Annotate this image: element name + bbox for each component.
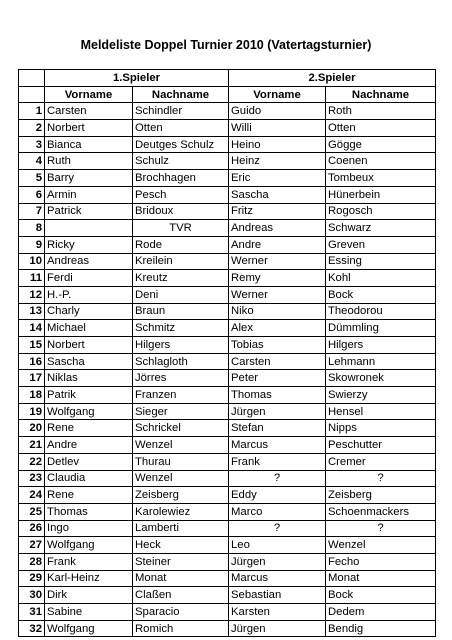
number-header-cell <box>19 86 45 103</box>
player1-nachname: Karolewiez <box>133 503 229 520</box>
player2-vorname: Heinz <box>229 153 326 170</box>
player1-nachname: Sieger <box>133 403 229 420</box>
player2-vorname: Andreas <box>229 220 326 237</box>
player2-vorname: Tobias <box>229 337 326 354</box>
row-number: 20 <box>19 420 45 437</box>
row-number: 26 <box>19 520 45 537</box>
player1-nachname: Thurau <box>133 453 229 470</box>
col-header-nachname-2: Nachname <box>326 86 436 103</box>
table-row <box>19 604 436 621</box>
player1-nachname: Romich <box>133 620 229 637</box>
row-number: 24 <box>19 487 45 504</box>
player1-nachname: Deni <box>133 286 229 303</box>
table-row <box>19 437 436 454</box>
player2-vorname: Guido <box>229 103 326 120</box>
player2-nachname: Fecho <box>326 553 436 570</box>
player1-vorname: Barry <box>45 170 133 187</box>
player1-nachname: Schmitz <box>133 320 229 337</box>
player1-nachname: Braun <box>133 303 229 320</box>
player1-vorname: Claudia <box>45 470 133 487</box>
player1-nachname: Franzen <box>133 387 229 404</box>
player1-nachname: Rode <box>133 236 229 253</box>
row-number: 19 <box>19 403 45 420</box>
player1-nachname: Otten <box>133 120 229 137</box>
table-row <box>19 520 436 537</box>
player2-vorname: Fritz <box>229 203 326 220</box>
group-header-player1: 1.Spieler <box>45 70 229 87</box>
row-number: 22 <box>19 453 45 470</box>
player2-vorname: Sebastian <box>229 587 326 604</box>
player1-vorname: H.-P. <box>45 286 133 303</box>
player1-vorname: Rene <box>45 420 133 437</box>
player1-vorname: Norbert <box>45 120 133 137</box>
table-row <box>19 487 436 504</box>
table-row <box>19 470 436 487</box>
player1-vorname: Wolfgang <box>45 403 133 420</box>
player1-vorname: Niklas <box>45 370 133 387</box>
player2-nachname: Bendig <box>326 620 436 637</box>
table-row <box>19 236 436 253</box>
player2-nachname: Nipps <box>326 420 436 437</box>
player1-nachname: Schlagloth <box>133 353 229 370</box>
player2-nachname: Hensel <box>326 403 436 420</box>
row-number: 10 <box>19 253 45 270</box>
col-header-nachname-1: Nachname <box>133 86 229 103</box>
player2-vorname: Marco <box>229 503 326 520</box>
row-number: 11 <box>19 270 45 287</box>
player2-nachname: Otten <box>326 120 436 137</box>
table-row <box>19 387 436 404</box>
player1-nachname: Jörres <box>133 370 229 387</box>
row-number: 28 <box>19 553 45 570</box>
table-row <box>19 270 436 287</box>
table-row <box>19 286 436 303</box>
player1-nachname: Heck <box>133 537 229 554</box>
player1-vorname: Wolfgang <box>45 537 133 554</box>
table-row <box>19 153 436 170</box>
player1-vorname: Norbert <box>45 337 133 354</box>
table-row <box>19 420 436 437</box>
table-row <box>19 553 436 570</box>
table-row <box>19 203 436 220</box>
table-row <box>19 220 436 237</box>
player2-nachname: Zeisberg <box>326 487 436 504</box>
row-number: 3 <box>19 136 45 153</box>
player1-nachname: Lamberti <box>133 520 229 537</box>
player1-vorname: Andreas <box>45 253 133 270</box>
player1-vorname: Andre <box>45 437 133 454</box>
player2-vorname: Heino <box>229 136 326 153</box>
row-number: 4 <box>19 153 45 170</box>
player2-nachname: Wenzel <box>326 537 436 554</box>
player1-nachname: Monat <box>133 570 229 587</box>
group-header-row <box>19 70 436 87</box>
player2-nachname: Roth <box>326 103 436 120</box>
row-number: 1 <box>19 103 45 120</box>
player2-vorname: Jürgen <box>229 620 326 637</box>
player1-vorname: Wolfgang <box>45 620 133 637</box>
player1-vorname: Ingo <box>45 520 133 537</box>
player2-nachname: ? <box>326 470 436 487</box>
player1-nachname: Kreutz <box>133 270 229 287</box>
player1-nachname: Zeisberg <box>133 487 229 504</box>
table-row <box>19 337 436 354</box>
row-number: 12 <box>19 286 45 303</box>
column-header-row <box>19 86 436 103</box>
player1-vorname: Detlev <box>45 453 133 470</box>
table-row <box>19 303 436 320</box>
player2-vorname: Marcus <box>229 437 326 454</box>
player2-vorname: Jürgen <box>229 553 326 570</box>
player2-vorname: Karsten <box>229 604 326 621</box>
player1-vorname: Thomas <box>45 503 133 520</box>
row-number: 32 <box>19 620 45 637</box>
col-header-vorname-1: Vorname <box>45 86 133 103</box>
row-number: 31 <box>19 604 45 621</box>
player1-vorname: Charly <box>45 303 133 320</box>
player2-nachname: Dedem <box>326 604 436 621</box>
player1-vorname: Ferdi <box>45 270 133 287</box>
row-number: 13 <box>19 303 45 320</box>
player1-nachname: Kreilein <box>133 253 229 270</box>
player2-vorname: Alex <box>229 320 326 337</box>
player2-vorname: Eric <box>229 170 326 187</box>
player2-nachname: Cremer <box>326 453 436 470</box>
player2-vorname: Werner <box>229 253 326 270</box>
player2-vorname: Frank <box>229 453 326 470</box>
row-number: 21 <box>19 437 45 454</box>
player2-vorname: Thomas <box>229 387 326 404</box>
table-row <box>19 170 436 187</box>
row-number: 6 <box>19 186 45 203</box>
table-row <box>19 120 436 137</box>
col-header-vorname-2: Vorname <box>229 86 326 103</box>
player2-nachname: Bock <box>326 286 436 303</box>
player2-nachname: Hünerbein <box>326 186 436 203</box>
player1-vorname: Ruth <box>45 153 133 170</box>
row-number: 18 <box>19 387 45 404</box>
player1-vorname: Carsten <box>45 103 133 120</box>
row-number: 30 <box>19 587 45 604</box>
player2-nachname: Kohl <box>326 270 436 287</box>
row-number: 15 <box>19 337 45 354</box>
player2-vorname: Carsten <box>229 353 326 370</box>
player1-nachname: Pesch <box>133 186 229 203</box>
player1-nachname: Schrickel <box>133 420 229 437</box>
table-row <box>19 253 436 270</box>
player2-vorname: Sascha <box>229 186 326 203</box>
player2-vorname: Leo <box>229 537 326 554</box>
player1-nachname: Schindler <box>133 103 229 120</box>
page-title: Meldeliste Doppel Turnier 2010 (Vatertagsturnier) <box>80 38 372 52</box>
player1-vorname: Bianca <box>45 136 133 153</box>
player2-vorname: Stefan <box>229 420 326 437</box>
player2-vorname: ? <box>229 520 326 537</box>
player2-vorname: Eddy <box>229 487 326 504</box>
player1-nachname: Sparacio <box>133 604 229 621</box>
player2-vorname: Jürgen <box>229 403 326 420</box>
player2-vorname: Willi <box>229 120 326 137</box>
player2-nachname: Schwarz <box>326 220 436 237</box>
row-number: 14 <box>19 320 45 337</box>
table-row <box>19 103 436 120</box>
player2-nachname: Lehmann <box>326 353 436 370</box>
player1-nachname: Schulz <box>133 153 229 170</box>
row-number: 25 <box>19 503 45 520</box>
player1-vorname: Patrick <box>45 203 133 220</box>
player1-vorname: Frank <box>45 553 133 570</box>
player1-vorname: Sabine <box>45 604 133 621</box>
corner-cell <box>19 70 45 87</box>
player2-nachname: Essing <box>326 253 436 270</box>
row-number: 16 <box>19 353 45 370</box>
registration-table <box>18 69 436 637</box>
player1-nachname: Brochhagen <box>133 170 229 187</box>
player1-vorname: Armin <box>45 186 133 203</box>
player2-nachname: Theodorou <box>326 303 436 320</box>
player1-vorname: Michael <box>45 320 133 337</box>
player1-vorname: Ricky <box>45 236 133 253</box>
table-row <box>19 353 436 370</box>
table-row <box>19 403 436 420</box>
table-row <box>19 620 436 637</box>
row-number: 23 <box>19 470 45 487</box>
player2-nachname: ? <box>326 520 436 537</box>
player2-nachname: Gögge <box>326 136 436 153</box>
player2-nachname: Monat <box>326 570 436 587</box>
player1-nachname: Wenzel <box>133 470 229 487</box>
player2-vorname: Andre <box>229 236 326 253</box>
row-number: 9 <box>19 236 45 253</box>
player1-vorname: Karl-Heinz <box>45 570 133 587</box>
player2-nachname: Rogosch <box>326 203 436 220</box>
player2-vorname: ? <box>229 470 326 487</box>
table-row <box>19 320 436 337</box>
player1-vorname: Sascha <box>45 353 133 370</box>
player1-nachname: Wenzel <box>133 437 229 454</box>
table-row <box>19 587 436 604</box>
player2-vorname: Remy <box>229 270 326 287</box>
row-number: 17 <box>19 370 45 387</box>
row-number: 27 <box>19 537 45 554</box>
player2-nachname: Peschutter <box>326 437 436 454</box>
player2-vorname: Marcus <box>229 570 326 587</box>
player1-nachname: Steiner <box>133 553 229 570</box>
player2-nachname: Coenen <box>326 153 436 170</box>
table-row <box>19 453 436 470</box>
player1-vorname <box>45 220 133 237</box>
row-number: 2 <box>19 120 45 137</box>
player2-nachname: Schoenmackers <box>326 503 436 520</box>
group-header-player2: 2.Spieler <box>229 70 436 87</box>
table-row <box>19 537 436 554</box>
player1-nachname: Claßen <box>133 587 229 604</box>
player2-nachname: Swierzy <box>326 387 436 404</box>
player1-nachname: Hilgers <box>133 337 229 354</box>
player1-vorname: Dirk <box>45 587 133 604</box>
player1-nachname: Bridoux <box>133 203 229 220</box>
table-row <box>19 370 436 387</box>
player2-nachname: Skowronek <box>326 370 436 387</box>
row-number: 7 <box>19 203 45 220</box>
row-number: 5 <box>19 170 45 187</box>
table-row <box>19 570 436 587</box>
table-row <box>19 136 436 153</box>
row-number: 8 <box>19 220 45 237</box>
player1-nachname: Deutges Schulz <box>133 136 229 153</box>
player2-nachname: Dümmling <box>326 320 436 337</box>
player2-nachname: Tombeux <box>326 170 436 187</box>
player2-nachname: Hilgers <box>326 337 436 354</box>
table-row <box>19 503 436 520</box>
player1-vorname: Patrik <box>45 387 133 404</box>
player2-nachname: Bock <box>326 587 436 604</box>
player2-vorname: Peter <box>229 370 326 387</box>
table-row <box>19 186 436 203</box>
player1-nachname: TVR <box>133 220 229 237</box>
player2-vorname: Niko <box>229 303 326 320</box>
row-number: 29 <box>19 570 45 587</box>
player2-vorname: Werner <box>229 286 326 303</box>
player1-vorname: Rene <box>45 487 133 504</box>
player2-nachname: Greven <box>326 236 436 253</box>
